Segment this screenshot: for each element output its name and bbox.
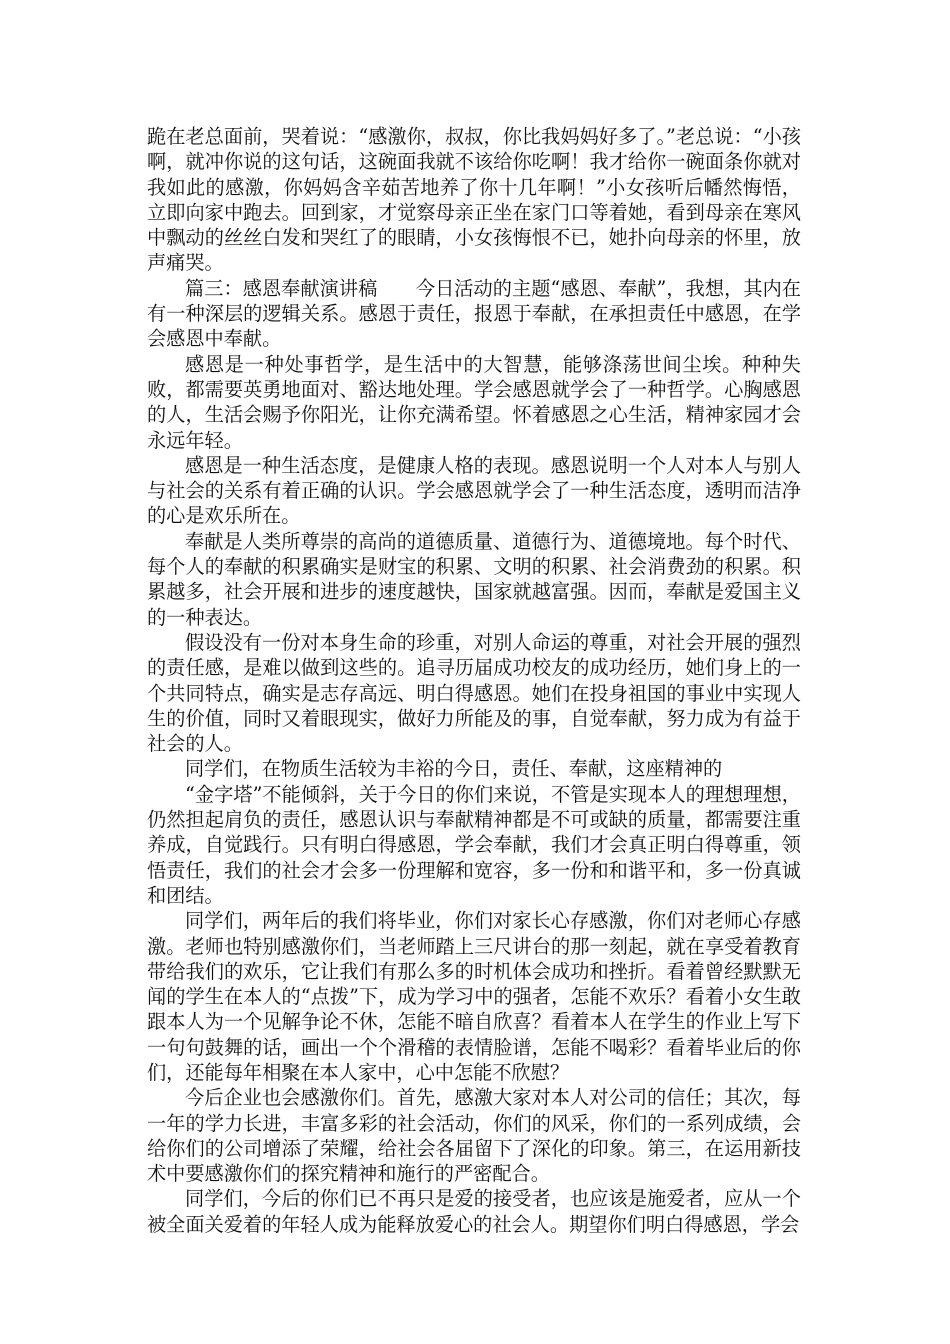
- paragraph-7: 同学们，在物质生活较为丰裕的今日，责任、奉献，这座精神的: [185, 757, 723, 781]
- paragraph-1: 跪在老总面前，哭着说：“感激你，叔叔，你比我妈妈好多了。”老总说：“小孩啊，就冲你说的这句话，这碗面我就不该给你吃啊！我才给你一碗面条你就对我如此的感激，你妈妈含辛茹苦地养了你十几年啊！”小女孩听后幡然悔悟，立即向家中跑去。回到家，才觉察母亲正坐在家门口等着她，看到母亲在寒风中飘动的丝丝白发和哭红了的眼睛，小女孩悔恨不已，她扑向母亲的怀里，放声痛哭。: [147, 125, 801, 275]
- paragraph-8: “金字塔”不能倾斜，关于今日的你们来说，不管是实现本人的理想理想，仍然担起肩负的责任，感恩认识与奉献精神都是不可或缺的质量，都需要注重养成，自觉践行。只有明白得感恩，学会奉献，我们才会真正明白得尊重，领悟责任，我们的社会才会多一份理解和宽容，多一份和和谐平和，多一份真诚和团结。: [147, 782, 801, 907]
- paragraph-11: 同学们，今后的你们已不再只是爱的接受者，也应该是施爱者，应从一个被全面关爱着的年轻人成为能释放爱心的社会人。期望你们明白得感恩，学会: [147, 1187, 801, 1236]
- paragraph-2: 篇三：感恩奉献演讲稿 今日活动的主题“感恩、奉献”，我想，其内在有一种深层的逻辑关系。感恩于责任，报恩于奉献，在承担责任中感恩，在学会感恩中奉献。: [147, 276, 801, 351]
- paragraph-9: 同学们，两年后的我们将毕业，你们对家长心存感激，你们对老师心存感激。老师也特别感激你们，当老师踏上三尺讲台的那一刻起，就在享受着教育带给我们的欢乐，它让我们有那么多的时机体会成功和挫折。看着曾经默默无闻的学生在本人的“点拨”下，成为学习中的强者，怎能不欢乐？看着小女生敢跟本人为一个见解争论不休，怎能不暗自欣喜？看着本人在学生的作业上写下一句句鼓舞的话，画出一个个滑稽的表情脸谱，怎能不喝彩？看着毕业后的你们，还能每年相聚在本人家中，心中怎能不欣慰？: [147, 909, 801, 1084]
- paragraph-6: 假设没有一份对本身生命的珍重，对别人命运的尊重，对社会开展的强烈的责任感，是难以做到这些的。追寻历届成功校友的成功经历，她们身上的一个共同特点，确实是志存高远、明白得感恩。她们在投身祖国的事业中实现人生的价值，同时又着眼现实，做好力所能及的事，自觉奉献，努力成为有益于社会的人。: [147, 630, 801, 756]
- paragraph-3: 感恩是一种处事哲学，是生活中的大智慧，能够涤荡世间尘埃。种种失败，都需要英勇地面对、豁达地处理。学会感恩就学会了一种哲学。心胸感恩的人，生活会赐予你阳光，让你充满希望。怀着感恩之心生活，精神家园才会永远年轻。: [147, 352, 801, 452]
- paragraph-4: 感恩是一种生活态度，是健康人格的表现。感恩说明一个人对本人与别人与社会的关系有着正确的认识。学会感恩就学会了一种生活态度，透明而洁净的心是欢乐所在。: [147, 453, 801, 528]
- paragraph-10: 今后企业也会感激你们。首先，感激大家对本人对公司的信任；其次，每一年的学力长进，丰富多彩的社会活动，你们的风采，你们的一系列成绩，会给你们的公司增添了荣耀，给社会各届留下了深化的印象。第三，在运用新技术中要感激你们的探究精神和施行的严密配合。: [147, 1086, 801, 1186]
- paragraph-5: 奉献是人类所尊崇的高尚的道德质量、道德行为、道德境地。每个时代、每个人的奉献的积累确实是财宝的积累、文明的积累、社会消费劲的积累。积累越多，社会开展和进步的速度越快，国家就越富强。因而，奉献是爱国主义的一种表达。: [147, 529, 801, 629]
- document-body: [147, 124, 801, 1237]
